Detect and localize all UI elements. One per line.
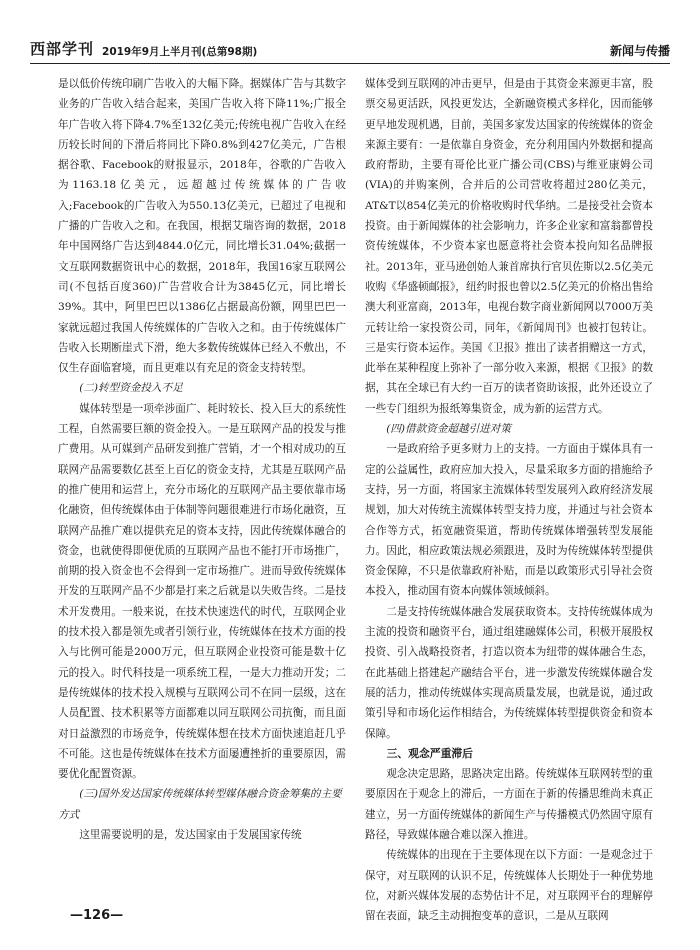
issue-info: 2019年9月上半月刊(总第98期) (102, 46, 258, 58)
paragraph: 二是支持传统媒体融合发展获取资本。支持传统媒体成为主流的投资和融资平台，通过组建融媒体公司，积极开展股权投资、引入战略投资者，打造以资本为纽带的媒体融合生态，在此基础上搭建起产融结合平台，进一步激发传统媒体融合发展的活力，推动传统媒体实现高质量发展，也就是说，通过政策引导和市场化运作相结合，为传统媒体转型提供资金和资本保障。 (365, 605, 653, 740)
paragraph: 这里需要说明的是，发达国家由于发展国家传统 (79, 828, 302, 841)
right-column (365, 74, 653, 923)
section-name: 新闻与传播 (609, 44, 670, 58)
paragraph: 一是政府给予更多财力上的支持。一方面由于媒体具有一定的公益属性，政府应加大投入，尽量采取多方面的措施给予支持，另一方面，将国家主流媒体转型发展列入政府经济发展规划，加大对传统主流媒体转型支持力度，并通过与社会资本合作等方式，拓宽融资渠道，帮助传统媒体增强转型发展能力。因此，相应政策法规必须跟进，及时为传统媒体转型提供资金保障，不只是依靠政府补贴，而是以政策形式引导社会资本投入，推动国有资本向媒体领域倾斜。 (365, 443, 653, 598)
header-left (30, 38, 257, 59)
paragraph: 观念决定思路，思路决定出路。传统媒体互联网转型的重要原因在于观念上的滞后，一方面在于新的传播思维尚未真正建立，另一方面传统媒体的新闻生产与传播模式仍然固守原有路径，导致媒体融合难以深入推进。 (365, 768, 653, 841)
paragraph: 媒体转型是一项牵涉面广、耗时较长、投入巨大的系统性工程，自然需要巨额的资金投入。一是互联网产品的投发与推广费用。从可媒到产品研发到推广营销，才一个相对成功的互联网产品需要数亿甚至上百亿的资金支持，尤其是互联网产品的推广使用和运营上，充分市场化的互联网产品主要依靠市场化融资，但传统媒体由于体制等问题很难进行市场化融资，互联网产品推广难以提供充足的资本支持，因此传统媒体融合的资金，也就使得即便优质的互联网产品也不能打开市场推广，前期的投入资金也不会得到一定市场推广。进而导致传统媒体开发的互联网产品不少都是打来之后就是以失败告终。二是技术开发费用。一般来说，在技术快速迭代的时代，互联网企业的技术投入都是领先或者引领行业，传统媒体在技术方面的投入与比例可能是2000万元，但互联网企业投资可能是数十亿元的投入。时代科技是一项系统工程，一是大力推动开发；二是传统媒体的技术投入规模与互联网公司不在同一层级，这在人员配置、技术积累等方面都难以同互联网公司抗衡，而且面对日益激烈的市场竞争，传统媒体想在技术方面快速追赶几乎不可能。这也是传统媒体在技术方面屡遭挫折的重要原因，需要优化配置资源。 (58, 402, 346, 781)
journal-logo: 西部学刊 (30, 40, 95, 58)
subsection-heading: (二)转型资金投入不足 (79, 382, 183, 395)
section-heading: 三、观念严重滞后 (386, 746, 473, 760)
page-number: —126— (70, 908, 124, 923)
paragraph: 传统媒体的出现在于主要体现在以下方面：一是观念过于保守，对互联网的认识不足，传统媒体人长期处于一种优势地位，对新兴媒体发展的态势估计不足，对互联网平台的理解停留在表面，缺乏主动拥抱变革的意识，二是从互联网 (365, 849, 653, 923)
paragraph: 媒体受到互联网的冲击更早，但是由于其资金来源更丰富，股票交易更活跃，风投更发达，全新融资模式多样化，因而能够更早地发现机遇，目前，美国多家发达国家的传统媒体的资金来源主要有：一是依靠自身资金，充分利用国内外数据和提高政府帮助，主要有哥伦比亚广播公司(CBS)与维亚康姆公司(VIA)的并购案例，合并后的公司营收将超过280亿美元，AT&T以854亿美元的价格收购时代华纳。二是接受社会资本投资。由于新闻媒体的社会影响力，许多企业家和富翁都曾投资传统媒体，不少资本家也愿意将社会资本投向知名品牌报社。2013年，亚马逊创始人兼首席执行官贝佐斯以2.5亿美元收购《华盛顿邮报》，纽约时报也曾以2.5亿美元的价格出售给澳大利亚富商，2013年，电视台数字商业新闻网以7000万美元转让给一家投资公司，同年，《新闻周刊》也被打包转让。三是实行资本运作。美国《卫报》推出了读者捐赠这一方式，此举在某种程度上弥补了一部分收入来源，根据《卫报》的数据，其在全球已有大约一百万的读者资助该报，此外还设立了一些专门组织为报纸筹集资金，成为新的运营方式。 (365, 78, 653, 415)
subsection-heading: (四)借款资金超越引进对策 (386, 423, 511, 436)
paragraph: 是以低价传统印刷广告收入的大幅下降。据媒体广告与其数字业务的广告收入结合起来，美国广告收入将下降11%;广报全年广告收入将下降4.7%至132亿美元;传统电视广告收入在经历较长时间的下滑后将同比下降0.8%到427亿美元，广告根据谷歌、Facebook的财报显示，2018年，谷歌的广告收入为1163.18亿美元，远超越过传统媒体的广告收入;Facebook的广告收入为550.13亿美元，已超过了电视和广播的广告收入之和。在我国，根据艾瑞咨询的数据，2018年中国网络广告达到4844.0亿元，同比增长31.04%;截据一文互联网数据资讯中心的数据，2018年，我国16家互联网公司(不包括百度360)广告营收合计为3845亿元，同比增长39%。其中，阿里巴巴以1386亿占据最高份额，网里巴巴一家就远超过我国人传统媒体的广告收入之和。由于传统媒体广告收入长期断崖式下滑，绝大多数传统媒体已经入不敷出，不仅生存面临窘境，而且更难以有充足的资金支持转型。 (58, 78, 346, 375)
subsection-heading: (三)国外发达国家传统媒体转型媒体融合资金筹集的主要方式 (58, 788, 342, 821)
page-header (30, 28, 670, 64)
left-column (58, 74, 346, 904)
